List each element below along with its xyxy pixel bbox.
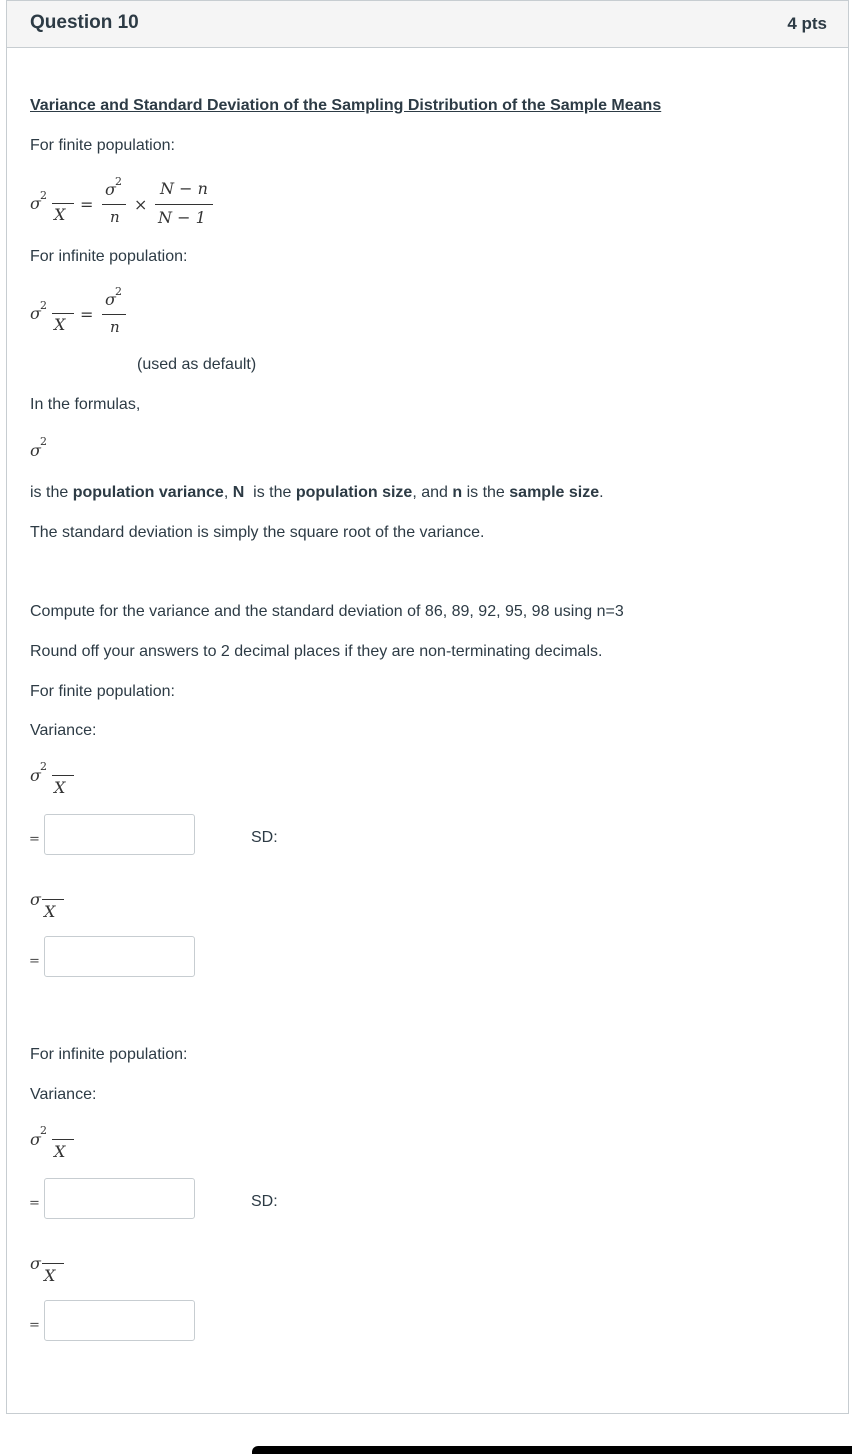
finite-sd-label: SD: [251, 829, 278, 846]
rounding-instruction: Round off your answers to 2 decimal places if they are non-terminating decimals. [30, 643, 603, 660]
infinite-variance-label: Variance: [30, 1086, 97, 1103]
infinite-variance-formula: σ 2 X = σ 2 n [28, 288, 148, 340]
finite-variance-equals: = [29, 832, 40, 847]
in-the-formulas-text: In the formulas, [30, 396, 141, 413]
bottom-edge-bar [252, 1446, 852, 1454]
finite-answers-label: For finite population: [30, 683, 175, 700]
infinite-variance-equals: = [29, 1196, 40, 1211]
infinite-sd-label: SD: [251, 1193, 278, 1210]
infinite-answers-label: For infinite population: [30, 1046, 188, 1063]
finite-variance-label: Variance: [30, 722, 97, 739]
used-as-default-note: (used as default) [137, 356, 257, 373]
infinite-sigma-xbar-symbol: σ X [28, 1254, 78, 1288]
infinite-sigma-xbar-squared-symbol: σ 2 X [28, 1124, 78, 1164]
infinite-variance-input[interactable] [44, 1178, 195, 1219]
finite-variance-formula: σ 2 X = σ 2 n × N − n N − 1 [28, 178, 228, 230]
finite-sigma-xbar-squared-symbol: σ 2 X [28, 760, 78, 800]
sigma-squared-symbol: σ 2 [30, 435, 47, 460]
compute-instruction: Compute for the variance and the standard deviation of 86, 89, 92, 95, 98 using n=3 [30, 603, 624, 620]
finite-population-label: For finite population: [30, 137, 175, 154]
finite-sd-input[interactable] [44, 936, 195, 977]
infinite-population-label: For infinite population: [30, 248, 188, 265]
finite-sd-equals: = [29, 954, 40, 969]
sd-note: The standard deviation is simply the square root of the variance. [30, 524, 485, 541]
infinite-sd-input[interactable] [44, 1300, 195, 1341]
question-title: Question 10 [30, 12, 139, 33]
definitions-sentence: is the population variance, N is the population size, and n is the sample size. [30, 484, 604, 501]
finite-variance-input[interactable] [44, 814, 195, 855]
question-points: 4 pts [787, 14, 827, 33]
finite-sigma-xbar-symbol: σ X [28, 890, 78, 924]
infinite-sd-equals: = [29, 1318, 40, 1333]
question-header [7, 1, 848, 48]
section-heading: Variance and Standard Deviation of the Sampling Distribution of the Sample Means [30, 97, 662, 114]
